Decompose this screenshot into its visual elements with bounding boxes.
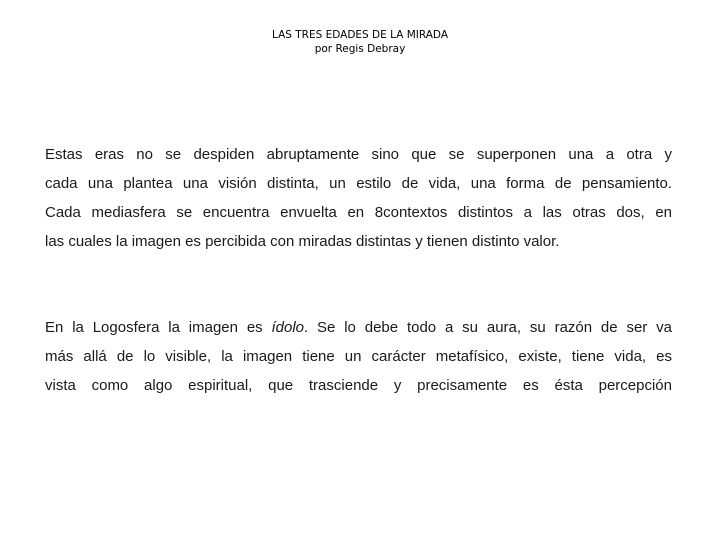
document-title: LAS TRES EDADES DE LA MIRADA [271, 29, 449, 41]
paragraph-logosfera [45, 313, 672, 400]
document-header [0, 28, 720, 56]
line-text: . Se lo debe todo a su aura, su razón de ser va [304, 319, 672, 336]
line-text: En la Logosfera la imagen es [45, 319, 272, 336]
paragraph-line: más allá de lo visible, la imagen tiene un carácter metafísico, existe, tiene vida, es [45, 348, 672, 365]
paragraph-line [45, 313, 672, 342]
paragraph-line: vista como algo espiritual, que trasciende y precisamente es ésta percepción [45, 377, 672, 394]
paragraph-line: Cada mediasfera se encuentra envuelta en 8contextos distintos a las otras dos, en [45, 204, 672, 221]
document-author: por Regis Debray [314, 43, 406, 55]
paragraph-line: cada una plantea una visión distinta, un estilo de vida, una forma de pensamiento. [45, 175, 672, 192]
emphasis-idolo: ídolo [271, 319, 305, 336]
paragraph-line: las cuales la imagen es percibida con miradas distintas y tienen distinto valor. [45, 233, 560, 250]
paragraph-eras [45, 140, 672, 256]
paragraph-line: Estas eras no se despiden abruptamente sino que se superponen una a otra y [45, 146, 672, 163]
